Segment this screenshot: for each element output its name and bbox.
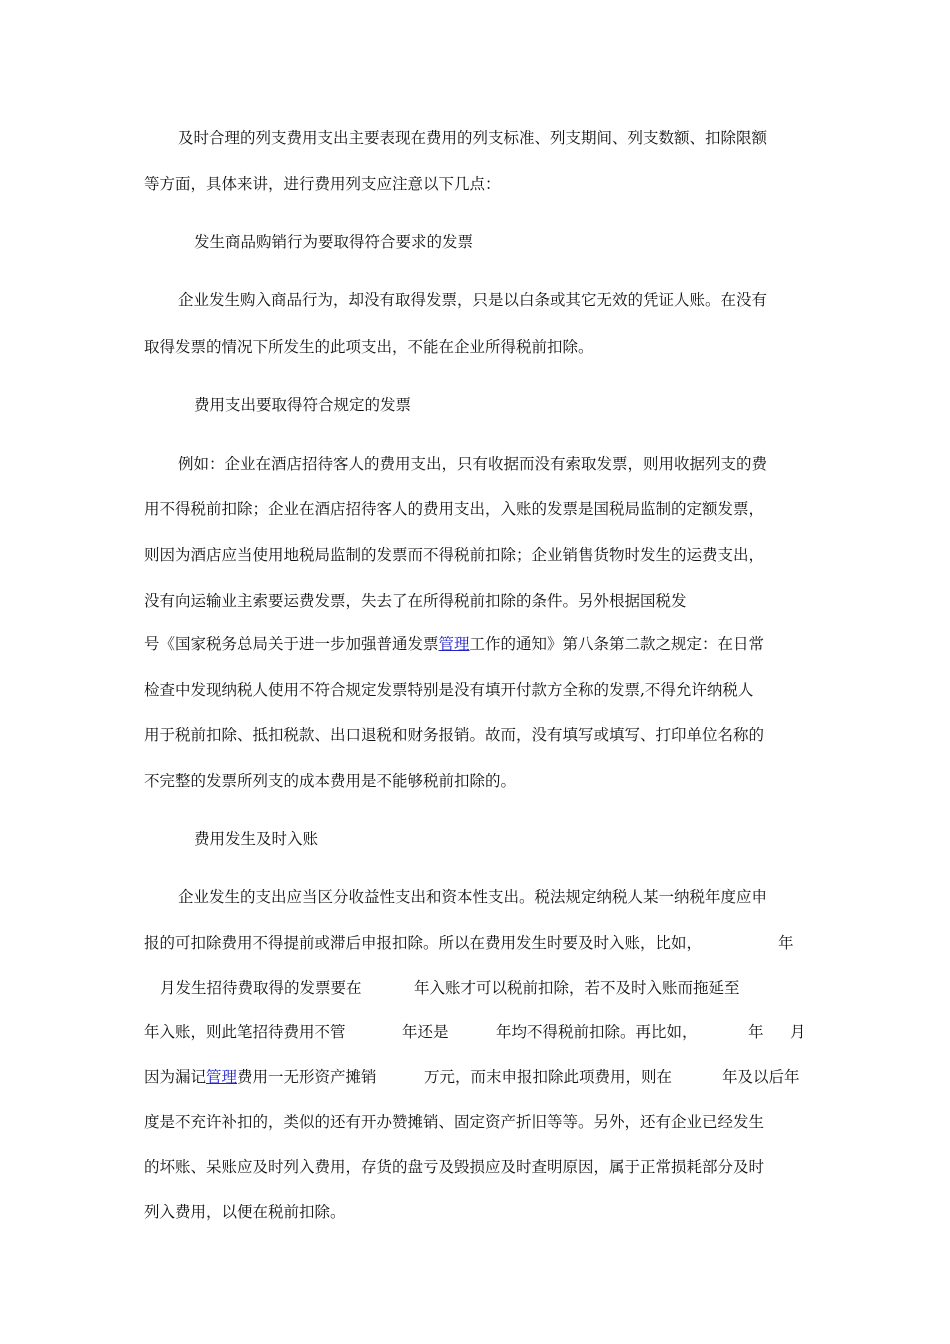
paragraph-3-line-7: 用于税前扣除、抵扣税款、出口退税和财务报销。故而，没有填写或填写、打印单位名称的 (144, 726, 765, 744)
paragraph-3-line-1: 例如：企业在酒店招待客人的费用支出，只有收据而没有索取发票，则用收据列支的费 (178, 455, 768, 473)
paragraph-3-line-5 (144, 634, 764, 654)
paragraph-4-line-4d: 年 (748, 1023, 764, 1041)
paragraph-3-line-3: 则因为酒店应当使用地税局监制的发票而不得税前扣除；企业销售货物时发生的运费支出， (144, 546, 765, 564)
paragraph-4-line-2b: 年 (778, 934, 794, 952)
paragraph-4-line-4c: 年均不得税前扣除。再比如， (496, 1023, 698, 1041)
paragraph-4-line-5c: 万元，而末申报扣除此项费用，则在 (424, 1068, 673, 1086)
paragraph-4-line-6: 度是不充许补扣的，类似的还有开办赞摊销、固定资产折旧等等。另外，还有企业已经发生 (144, 1113, 765, 1131)
section-heading-invoice-purchase: 发生商品购销行为要取得符合要求的发票 (194, 233, 474, 251)
section-heading-timely-entry: 费用发生及时入账 (194, 830, 319, 848)
paragraph-4-line-5 (144, 1067, 377, 1087)
paragraph-4-line-3a: 月发生招待费取得的发票要在 (160, 979, 362, 997)
paragraph-2-line-2: 取得发票的情况下所发生的此项支出，不能在企业所得税前扣除。 (144, 338, 594, 356)
management-link[interactable]: 管理 (206, 1068, 238, 1086)
paragraph-4-line-1: 企业发生的支出应当区分收益性支出和资本性支出。税法规定纳税人某一纳税年度应申 (178, 888, 768, 906)
paragraph-4-line-5d: 年及以后年 (722, 1068, 800, 1086)
paragraph-2-line-1: 企业发生购入商品行为，却没有取得发票，只是以白条或其它无效的凭证人账。在没有 (178, 291, 768, 309)
paragraph-1-line-1: 及时合理的列支费用支出主要表现在费用的列支标准、列支期间、列支数额、扣除限额 (178, 129, 768, 147)
paragraph-3-line-5-text-a: 号《国家税务总局关于进一步加强普通发票 (144, 635, 439, 653)
paragraph-4-line-7: 的坏账、呆账应及时列入费用，存货的盘亏及毁损应及时查明原因，属于正常损耗部分及时 (144, 1158, 765, 1176)
management-link[interactable]: 管理 (438, 635, 470, 653)
paragraph-4-line-3b: 年入账才可以税前扣除，若不及时入账而拖延至 (414, 979, 740, 997)
paragraph-3-line-6: 检查中发现纳税人使用不符合规定发票特别是没有填开付款方全称的发票,不得允许纳税人 (144, 681, 754, 699)
paragraph-4-line-8: 列入费用，以便在税前扣除。 (144, 1203, 346, 1221)
paragraph-3-line-4: 没有向运输业主索要运费发票，失去了在所得税前扣除的条件。另外根据国税发 (144, 592, 687, 610)
paragraph-4-line-4b: 年还是 (402, 1023, 449, 1041)
paragraph-3-line-2: 用不得税前扣除；企业在酒店招待客人的费用支出，入账的发票是国税局监制的定额发票， (144, 500, 765, 518)
paragraph-4-line-5-text-a: 因为漏记 (144, 1068, 207, 1086)
paragraph-4-line-5-text-b: 费用一无形资产摊销 (237, 1068, 377, 1086)
paragraph-4-line-2a: 报的可扣除费用不得提前或滞后申报扣除。所以在费用发生时要及时入账，比如， (144, 934, 703, 952)
section-heading-expense-invoice: 费用支出要取得符合规定的发票 (194, 396, 412, 414)
paragraph-4-line-4a: 年入账，则此笔招待费用不管 (144, 1023, 346, 1041)
paragraph-3-line-8: 不完整的发票所列支的成本费用是不能够税前扣除的。 (144, 772, 517, 790)
paragraph-4-line-4e: 月 (790, 1023, 806, 1041)
paragraph-1-line-2: 等方面，具体来讲，进行费用列支应注意以下几点： (144, 175, 501, 193)
paragraph-3-line-5-text-b: 工作的通知》第八条第二款之规定：在日常 (469, 635, 765, 653)
